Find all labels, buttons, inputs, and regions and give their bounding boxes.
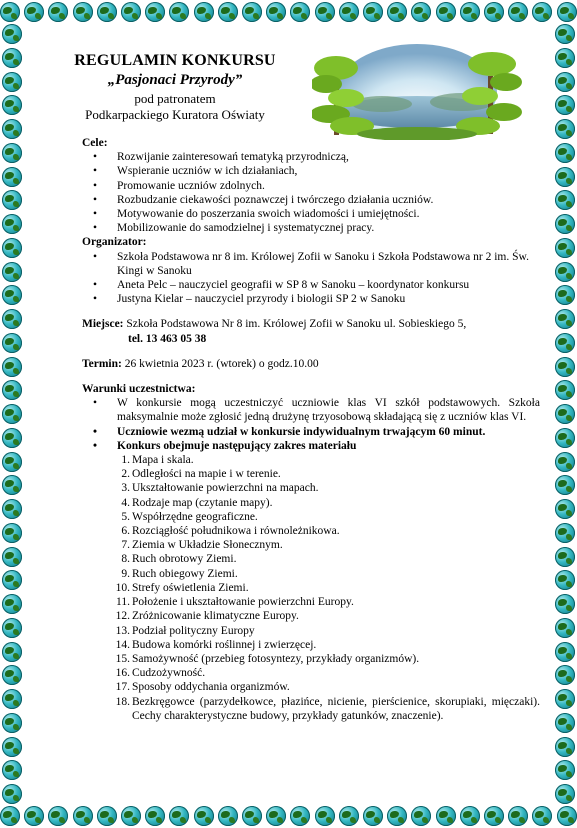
topic-number: 9. [121,567,130,580]
phone-number: 13 463 05 38 [145,332,207,345]
topic-number: 16. [115,667,130,680]
topic-text: Zróżnicowanie klimatyczne Europy. [132,610,299,623]
date-label: Termin: [82,357,122,370]
venue-phone-line [82,332,540,346]
topic-number: 3. [121,482,130,495]
topic-text: Mapa i skala. [132,454,194,467]
venue-label: Miejsce: [82,318,124,331]
topic-text: Ukształtowanie powierzchni na mapach. [132,482,319,495]
topic-text: Bezkręgowce (parzydełkowce, płazińce, nicienie, pierścienice, skorupiaki, mięczaki). Cechy charakterystyczne budowy, przykłady gatunków, znaczenie). [132,695,540,722]
topic-item [121,567,540,581]
venue-address: Szkoła Podstawowa Nr 8 im. Królowej Zofii w Sanoku ul. Sobieskiego 5, [126,318,467,331]
list-item: • Mobilizowanie do samodzielnej i systematycznej pracy. [117,221,540,235]
topic-number: 15. [115,652,130,665]
patron-name: Podkarpackiego Kuratora Oświaty [85,107,265,122]
goals-list [82,150,540,235]
topic-number: 5. [121,510,130,523]
organizer-list [82,250,540,307]
topic-item [115,652,540,666]
topic-item [115,666,540,680]
topic-number: 1. [121,454,130,467]
goals-heading: Cele: [82,137,108,149]
topic-item [115,638,540,652]
topic-text: Ziemia w Układzie Słonecznym. [132,539,283,552]
list-item: • Uczniowie wezmą udział w konkursie indywidualnym trwającym 60 minut. [117,425,540,439]
topic-item [115,680,540,694]
topic-item [121,524,540,538]
list-item: • Justyna Kielar – nauczyciel przyrody i biologii SP 2 w Sanoku [117,292,534,306]
list-item: • Motywowanie do poszerzania swoich wiadomości i umiejętności. [117,207,540,221]
topic-item [121,510,540,524]
list-item: • Szkoła Podstawowa nr 8 im. Królowej Zofii w Sanoku i Szkoła Podstawowa nr 2 im. Św. Kingi w Sanoku [117,250,534,278]
list-item: • Aneta Pelc – nauczyciel geografii w SP 8 w Sanoku – koordynator konkursu [117,278,534,292]
topic-text: Ruch obiegowy Ziemi. [132,567,238,580]
list-item: • Promowanie uczniów zdolnych. [117,179,540,193]
topic-item [121,552,540,566]
topic-number: 6. [121,525,130,538]
topic-number: 18. [115,695,130,708]
topic-number: 11. [116,596,130,609]
date-line [82,357,540,371]
topic-number: 17. [115,681,130,694]
topic-number: 8. [121,553,130,566]
topic-item [115,624,540,638]
topic-item [115,581,540,595]
topic-text: Rodzaje map (czytanie mapy). [132,496,273,509]
topic-text: Samożywność (przebieg fotosyntezy, przykłady organizmów). [132,652,420,665]
topic-text: Sposoby oddychania organizmów. [132,681,290,694]
topic-text: Położenie i ukształtowanie powierzchni Europy. [132,596,354,609]
title-block [50,52,300,123]
list-item: • Rozbudzanie ciekawości poznawczej i twórczego działania uczniów. [117,193,540,207]
conditions-heading: Warunki uczestnictwa: [82,383,196,396]
topic-text: Ruch obrotowy Ziemi. [132,553,237,566]
topic-text: Odległości na mapie i w terenie. [132,468,281,481]
topic-number: 2. [121,468,130,481]
topic-item [115,609,540,623]
topic-item [115,695,540,723]
organizer-heading: Organizator: [82,236,147,249]
topic-number: 12. [115,610,130,623]
patron-line: pod patronatem [134,91,216,106]
topic-text: Współrzędne geograficzne. [132,510,258,523]
topic-number: 7. [121,539,130,552]
venue-line [82,317,540,331]
list-item: • Wspieranie uczniów w ich działaniach, [117,164,540,178]
topic-item [121,538,540,552]
topic-item [116,595,540,609]
document-title: REGULAMIN KONKURSU [74,52,276,69]
nature-illustration [312,40,522,140]
date-value: 26 kwietnia 2023 r. (wtorek) o godz.10.00 [124,357,319,370]
phone-prefix: tel. [128,332,144,345]
contest-name: „Pasjonaci Przyrody” [107,72,243,88]
topic-item [121,496,540,510]
list-item: • Rozwijanie zainteresowań tematyką przyrodniczą, [117,150,540,164]
list-item: • W konkursie mogą uczestniczyć uczniowie klas VI szkół podstawowych. Szkoła maksymalnie może zgłosić jedną drużynę trzyosobową składającą się z uczniów klas VI. [117,396,540,424]
topic-number: 4. [121,496,130,509]
regulations-body [82,136,540,723]
topic-text: Strefy oświetlenia Ziemi. [132,581,249,594]
list-item: • Konkurs obejmuje następujący zakres materiału [117,439,540,453]
topic-item [121,467,540,481]
topic-text: Rozciągłość południkowa i równoleżnikowa. [132,525,340,538]
topic-number: 14. [115,638,130,651]
topic-text: Cudzożywność. [132,667,206,680]
topic-item [121,453,540,467]
topic-text: Budowa komórki roślinnej i zwierzęcej. [132,638,317,651]
conditions-list [82,396,540,453]
topic-item [121,481,540,495]
topic-number: 10. [115,581,130,594]
topic-number: 13. [115,624,130,637]
topic-text: Podział polityczny Europy [132,624,255,637]
topics-list [82,453,540,723]
